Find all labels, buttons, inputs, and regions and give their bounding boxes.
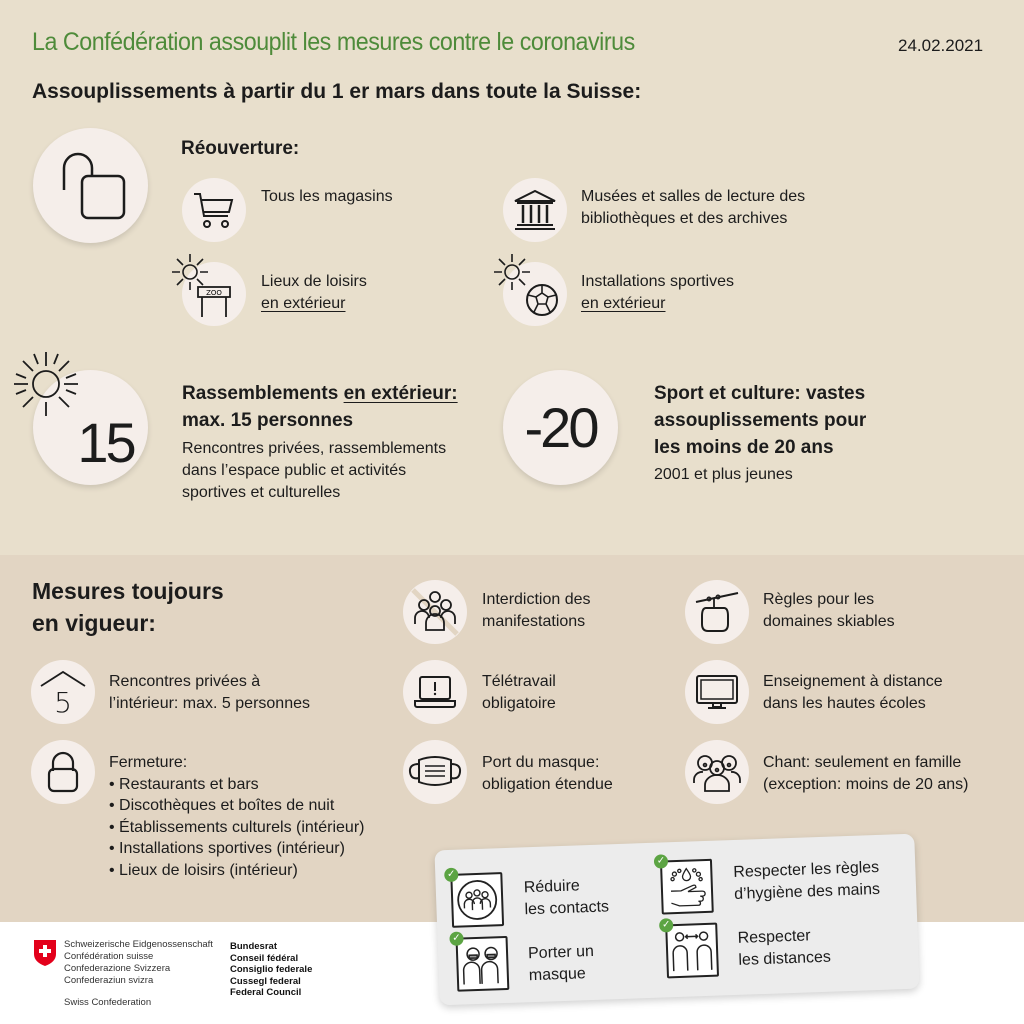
keep-distance-text <box>737 925 831 972</box>
ski-rules-text <box>763 589 895 633</box>
youth-minus20-badge <box>503 370 618 485</box>
gatherings-desc-line: Rencontres privées, rassemblements <box>182 440 447 457</box>
museums-line1: Musées et salles de lecture des <box>581 188 806 205</box>
distance-learning-line: Enseignement à distance <box>763 673 943 690</box>
gatherings-title <box>182 380 458 434</box>
reduce-contacts-text <box>523 874 609 921</box>
gatherings-desc <box>182 438 446 504</box>
youth-number: -20 <box>524 396 597 459</box>
private-meetings-text <box>109 671 310 715</box>
singing-text <box>763 752 968 796</box>
closure-item: • Installations sportives (intérieur) <box>109 840 345 857</box>
page-title: La Confédération assouplit les mesures contre le coronavirus <box>32 28 635 56</box>
confederation-name: Confederazione Svizzera <box>64 963 171 974</box>
council-name: Conseil fédéral <box>230 952 299 964</box>
leisure-line1: Lieux de loisirs <box>261 273 367 290</box>
sports-line2: en extérieur <box>581 295 666 312</box>
closure-item: • Lieux de loisirs (intérieur) <box>109 861 298 879</box>
event-ban-line: Interdiction des <box>482 591 591 608</box>
keep-distance-icon <box>661 919 719 979</box>
card-line: Porter un <box>527 942 595 963</box>
crowd-banned-icon <box>403 580 467 644</box>
still-valid-heading <box>32 575 224 639</box>
wear-mask-icon <box>452 932 510 992</box>
hand-hygiene-icon <box>656 855 714 915</box>
date: 24.02.2021 <box>898 36 984 55</box>
ski-line: Règles pour les <box>763 591 875 608</box>
card-line: Respecter les règles <box>733 858 880 881</box>
telework-text <box>482 671 556 715</box>
gatherings-title-outdoor: en extérieur: <box>343 383 458 404</box>
card-line: Respecter <box>737 927 811 947</box>
singing-line: (exception: moins de 20 ans) <box>763 776 969 793</box>
wear-mask-text <box>528 941 595 987</box>
confederation-name: Confederaziun svizra <box>64 975 154 986</box>
check-icon: ✓ <box>449 931 463 945</box>
closure-item: • Discothèques et boîtes de nuit <box>109 797 335 814</box>
card-line: les contacts <box>524 898 610 919</box>
council-name: Federal Council <box>230 987 302 998</box>
svg-text:5: 5 <box>54 686 72 716</box>
cable-car-icon <box>685 580 749 644</box>
gatherings-title-part1: Rassemblements <box>182 383 344 404</box>
shopping-cart-icon <box>182 178 246 242</box>
reduce-contacts-icon <box>446 868 504 928</box>
private-line: Rencontres privées à <box>109 673 261 690</box>
mask-line: Port du masque: <box>482 754 600 771</box>
mask-line: obligation étendue <box>482 776 613 793</box>
face-mask-icon <box>403 740 467 804</box>
card-line: les distances <box>738 948 832 969</box>
youth-desc: 2001 et plus jeunes <box>654 466 793 483</box>
gatherings-desc-line: sportives et culturelles <box>182 484 341 501</box>
gatherings-number: 15 <box>77 411 134 474</box>
closure-title: Fermeture: <box>109 754 188 771</box>
private-line: l’intérieur: max. 5 personnes <box>109 695 310 712</box>
check-icon: ✓ <box>444 868 458 882</box>
hygiene-rules-card <box>434 834 919 1006</box>
reopening-leisure <box>261 271 367 315</box>
confederation-name: Schweizerische Eidgenossenschaft <box>64 939 213 950</box>
swiss-coat-of-arms-icon <box>33 939 57 967</box>
gatherings-title-line2: max. 15 personnes <box>182 410 354 431</box>
youth-title-line: assouplissements pour <box>654 410 867 431</box>
svg-text:ZOO: ZOO <box>206 289 222 297</box>
locked-padlock-icon <box>31 740 95 804</box>
telework-line: Télétravail <box>482 673 556 690</box>
still-valid-heading-line: en vigueur: <box>32 610 156 636</box>
card-line: Réduire <box>523 877 581 897</box>
subtitle: Assouplissements à partir du 1 er mars dans toute la Suisse: <box>32 80 642 103</box>
ski-line: domaines skiables <box>763 613 895 630</box>
closure-item: • Restaurants et bars <box>109 775 259 793</box>
still-valid-heading-line: Mesures toujours <box>32 578 224 604</box>
sports-line1: Installations sportives <box>581 273 734 290</box>
confederation-name: Confédération suisse <box>64 951 154 962</box>
reopening-heading: Réouverture: <box>181 138 300 159</box>
telework-line: obligatoire <box>482 695 556 712</box>
youth-title-line: Sport et culture: vastes <box>654 383 866 404</box>
hand-hygiene-text <box>733 857 880 906</box>
reopening-shops: Tous les magasins <box>261 188 393 205</box>
sun-icon <box>492 252 532 292</box>
sun-icon <box>12 350 80 418</box>
sun-icon <box>170 252 210 292</box>
council-name: Bundesrat <box>230 941 277 952</box>
singing-line: Chant: seulement en famille <box>763 754 962 771</box>
leisure-line2: en extérieur <box>261 295 346 312</box>
card-line: d’hygiène des mains <box>733 880 881 903</box>
singing-group-icon <box>685 740 749 804</box>
closure-item: • Établissements culturels (intérieur) <box>109 818 365 836</box>
mask-text <box>482 752 613 796</box>
council-name: Cussegl federal <box>230 975 301 987</box>
event-ban-line: manifestations <box>482 613 586 630</box>
closure-list <box>109 752 364 881</box>
swiss-confederation: Swiss Confederation <box>64 997 152 1008</box>
event-ban-text <box>482 589 591 633</box>
reopening-museums <box>581 186 805 230</box>
laptop-warning-icon <box>403 660 467 724</box>
youth-title <box>654 380 866 461</box>
card-line: masque <box>528 965 587 985</box>
check-icon: ✓ <box>659 918 673 932</box>
gatherings-desc-line: dans l’espace public et activités <box>182 462 407 479</box>
distance-learning-line: dans les hautes écoles <box>763 695 926 712</box>
museum-icon <box>503 178 567 242</box>
check-icon: ✓ <box>654 854 668 868</box>
confederation-names <box>64 939 213 987</box>
monitor-icon <box>685 660 749 724</box>
distance-learning-text <box>763 671 943 715</box>
council-name: Consiglio federale <box>230 964 313 975</box>
unlocked-padlock-icon <box>33 128 148 243</box>
museums-line2: bibliothèques et des archives <box>581 210 788 227</box>
house-5-icon <box>31 660 95 724</box>
federal-council-names <box>230 941 312 999</box>
youth-title-line: les moins de 20 ans <box>654 437 834 458</box>
reopening-sports <box>581 271 734 315</box>
